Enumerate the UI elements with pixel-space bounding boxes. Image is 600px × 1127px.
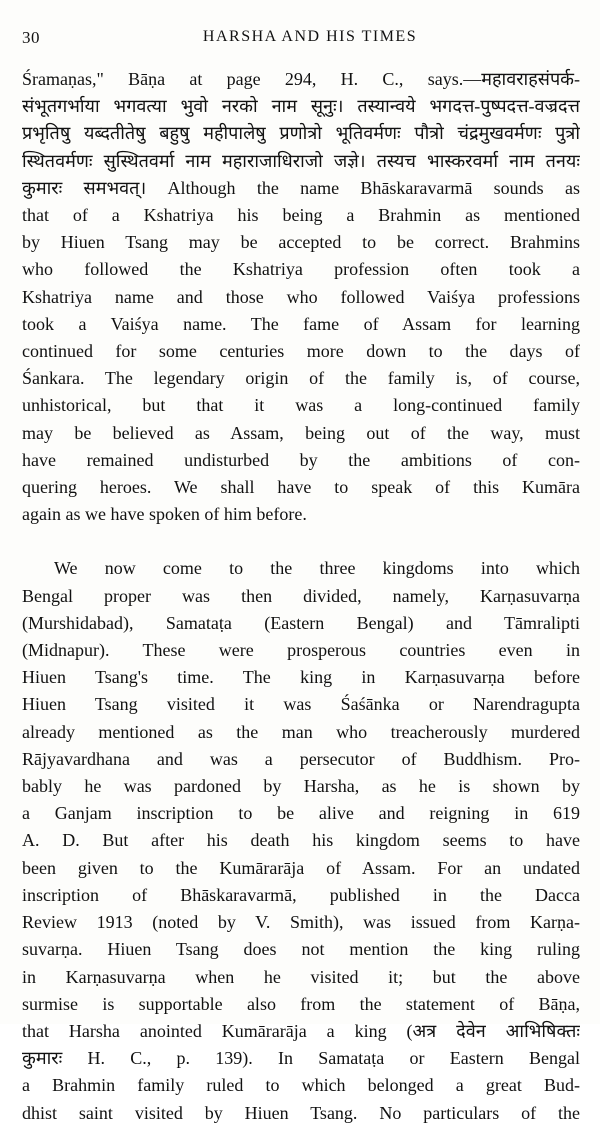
text-line: quering heroes. We shall have to speak of this Kumāra — [22, 477, 580, 498]
text-line: We now come to the three kingdoms into which — [54, 558, 580, 579]
text-line: Bengal proper was then divided, namely, Karṇasuvarṇa — [22, 585, 580, 606]
text-line: (Midnapur). These were prosperous countries even in — [22, 640, 580, 661]
text-line: that of a Kshatriya his being a Brahmin as mentioned — [22, 205, 580, 226]
text-line: कुमारः समभवत्। Although the name Bhāskaravarmā sounds as — [22, 177, 580, 198]
text-line: कुमारः H. C., p. 139). In Samataṭa or Eastern Bengal — [22, 1048, 580, 1069]
text-line: took a Vaiśya name. The fame of Assam for learning — [22, 313, 580, 334]
text-line: (Murshidabad), Samataṭa (Eastern Bengal) and Tāmralipti — [22, 612, 580, 633]
body-text — [22, 66, 580, 1127]
paragraph-1 — [22, 66, 580, 528]
text-line: unhistorical, but that it was a long-continued family — [22, 395, 580, 416]
text-line: a Brahmin family ruled to which belonged a great Bud- — [22, 1075, 580, 1096]
text-line: that Harsha anointed Kumārarāja a king (अत्र देवेन आभिषिक्तः — [22, 1020, 580, 1041]
text-line: प्रभृतिषु यब्दतीतेषु बहुषु महीपालेषु प्रणोत्रो भूतिवर्मणः पौत्रो चंद्रमुखवर्मणः पुत्रो — [22, 123, 580, 144]
text-line: a Ganjam inscription to be alive and reigning in 619 — [22, 803, 580, 824]
text-line: been given to the Kumārarāja of Assam. For an undated — [22, 857, 580, 878]
text-line: A. D. But after his death his kingdom seems to have — [22, 830, 580, 851]
text-line: Hiuen Tsang visited it was Śaśānka or Narendragupta — [22, 694, 580, 715]
text-line: Kshatriya name and those who followed Vaiśya professions — [22, 286, 580, 307]
text-line: inscription of Bhāskaravarmā, published in the Dacca — [22, 884, 580, 905]
text-line: by Hiuen Tsang may be accepted to be correct. Brahmins — [22, 232, 580, 253]
text-line: Śramaṇas," Bāṇa at page 294, H. C., says.—महावराहसंपर्क- — [22, 69, 580, 89]
text-line: surmise is supportable also from the statement of Bāṇa, — [22, 993, 580, 1014]
text-line: Śankara. The legendary origin of the family is, of course, — [22, 368, 580, 389]
running-title: HARSHA AND HIS TIMES — [202, 28, 418, 45]
text-line: have remained undisturbed by the ambitions of con- — [22, 449, 580, 470]
page-number: 30 — [22, 28, 40, 47]
text-line: Rājyavardhana and was a persecutor of Buddhism. Pro- — [22, 748, 580, 769]
text-line: dhist saint visited by Hiuen Tsang. No particulars of the — [22, 1102, 580, 1123]
text-line: Hiuen Tsang's time. The king in Karṇasuvarṇa before — [22, 667, 580, 688]
text-line: in Karṇasuvarṇa when he visited it; but the above — [22, 966, 580, 987]
text-line: Review 1913 (noted by V. Smith), was issued from Karṇa- — [22, 912, 580, 933]
text-line: suvarṇa. Hiuen Tsang does not mention the king ruling — [22, 939, 580, 960]
page-header — [22, 28, 578, 52]
paragraph-gap — [22, 528, 580, 555]
text-line: bably he was pardoned by Harsha, as he is shown by — [22, 776, 580, 797]
text-line: स्थितवर्मणः सुस्थितवर्मा नाम महाराजाधिराजो जज्ञे। तस्यच भास्करवर्मा नाम तनयः — [22, 150, 580, 171]
text-line: may be believed as Assam, being out of the way, must — [22, 422, 580, 443]
text-line: संभूतगर्भाया भगवत्या भुवो नरको नाम सूनुः। तस्यान्वये भगदत्त-पुष्पदत्त-वज्रदत्त — [22, 96, 580, 117]
text-line: already mentioned as the man who treacherously murdered — [22, 721, 580, 742]
text-line: who followed the Kshatriya profession often took a — [22, 259, 580, 280]
text-line: again as we have spoken of him before. — [22, 504, 307, 525]
text-line: continued for some centuries more down to the days of — [22, 341, 580, 362]
paragraph-2 — [22, 555, 580, 1126]
